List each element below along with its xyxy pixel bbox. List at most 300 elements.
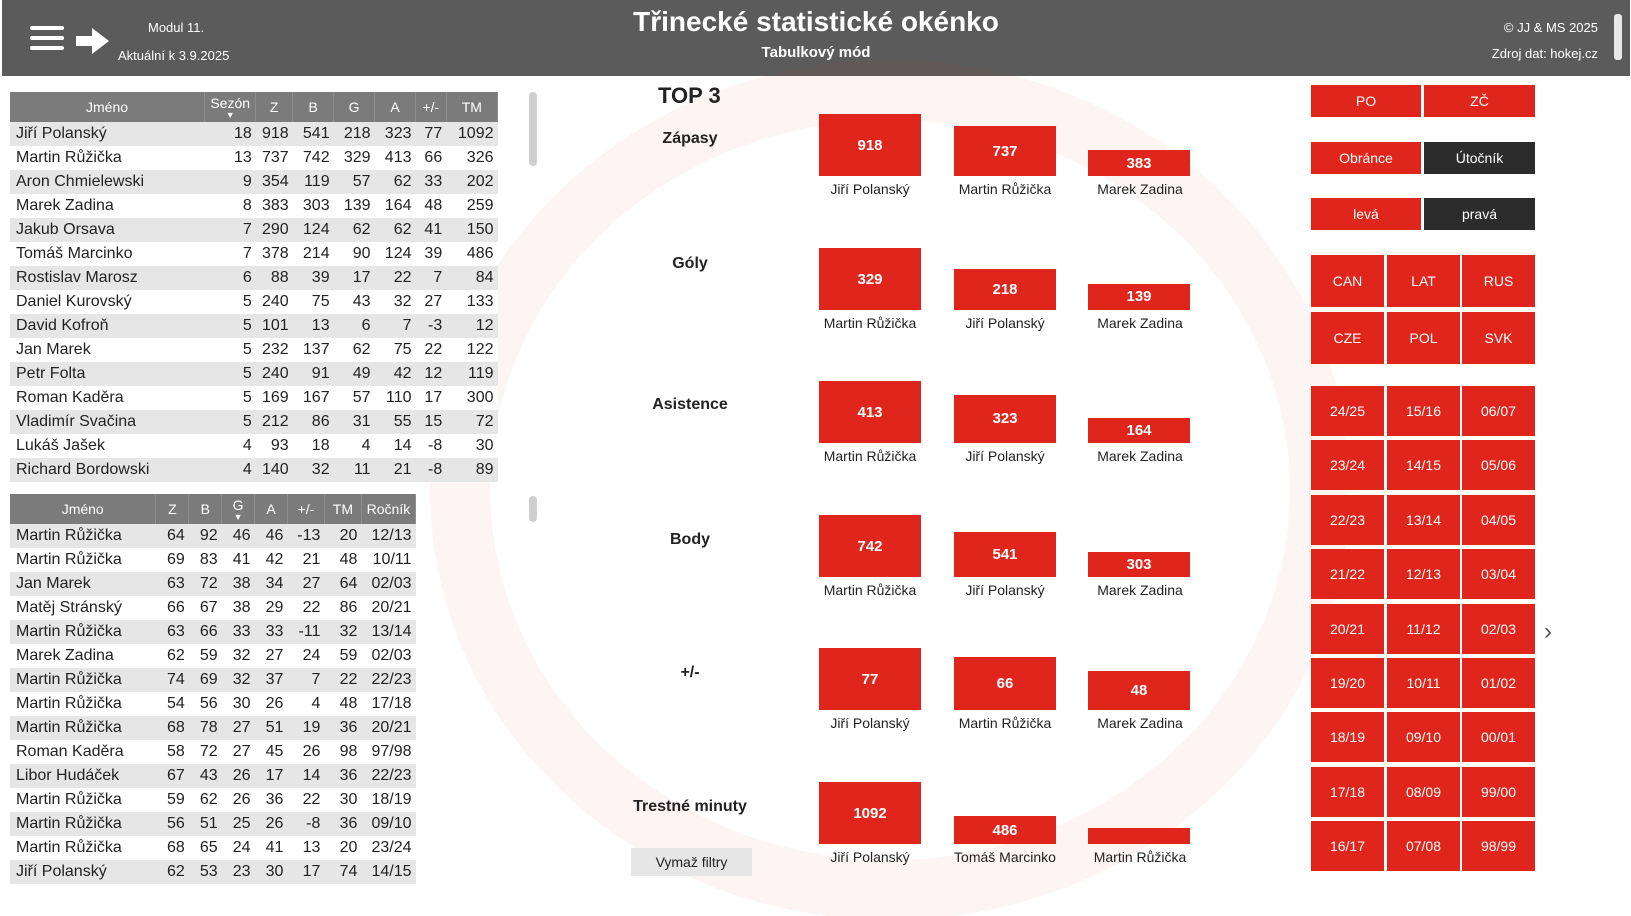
filter-season-button[interactable]: 17/18 [1311, 767, 1384, 817]
stat-cell: 91 [293, 362, 334, 386]
table-row[interactable] [10, 836, 416, 860]
filter-nation-button[interactable]: RUS [1462, 255, 1535, 307]
player-name-cell: Petr Folta [10, 362, 205, 386]
player-name-cell: Lukáš Jašek [10, 434, 205, 458]
filter-season-button[interactable]: 11/12 [1387, 604, 1460, 654]
top3-player-name: Jiří Polanský [965, 448, 1045, 464]
stat-cell: 72 [446, 410, 497, 434]
table-row[interactable] [10, 788, 416, 812]
top3-bar[interactable]: 323 [954, 395, 1056, 443]
top3-category-label: Trestné minuty [633, 798, 747, 815]
stat-cell: 48 [324, 692, 361, 716]
stat-cell: 26 [222, 788, 255, 812]
stat-cell: 4 [287, 692, 324, 716]
column-header[interactable]: B [293, 92, 334, 122]
column-header[interactable]: +/- [416, 92, 447, 122]
stat-cell: 36 [324, 764, 361, 788]
table-row[interactable] [10, 572, 416, 596]
table-row[interactable] [10, 548, 416, 572]
top3-player-name: Marek Zadina [1097, 181, 1183, 197]
stat-cell: 20/21 [361, 716, 415, 740]
stat-cell: 09/10 [361, 812, 415, 836]
stat-cell: 21 [375, 458, 416, 482]
stat-cell: 14 [287, 764, 324, 788]
player-name-cell: Martin Růžička [10, 668, 156, 692]
stat-cell: 26 [222, 764, 255, 788]
player-name-cell: Jakub Orsava [10, 218, 205, 242]
stat-cell: 45 [255, 740, 288, 764]
career-table-scrollbar[interactable] [529, 92, 537, 166]
stat-cell: -8 [416, 434, 447, 458]
filter-forward-button[interactable]: Útočník [1424, 142, 1535, 174]
stat-cell: 37 [255, 668, 288, 692]
stat-cell: 63 [156, 572, 189, 596]
table-row[interactable] [10, 716, 416, 740]
stat-cell: 8 [205, 194, 256, 218]
stat-cell: 214 [293, 242, 334, 266]
stat-cell: 27 [416, 290, 447, 314]
stat-cell: 33 [255, 620, 288, 644]
stat-cell: 12 [446, 314, 497, 338]
stat-cell: 27 [222, 740, 255, 764]
stat-cell: 78 [189, 716, 222, 740]
player-name-cell: David Kofroň [10, 314, 205, 338]
stat-cell: 62 [375, 218, 416, 242]
top3-player-name: Martin Růžička [958, 715, 1052, 731]
stat-cell: 300 [446, 386, 497, 410]
stat-cell: 86 [293, 410, 334, 434]
table-row[interactable] [10, 242, 498, 266]
stat-cell: 32 [375, 290, 416, 314]
stat-cell: 22 [375, 266, 416, 290]
filter-nation-button[interactable]: LAT [1387, 255, 1460, 307]
data-source: Zdroj dat: hokej.cz [1491, 46, 1598, 61]
filter-season-button[interactable]: 14/15 [1387, 440, 1460, 490]
filter-season-button[interactable]: 19/20 [1311, 658, 1384, 708]
column-header[interactable]: TM [324, 494, 361, 524]
stat-cell: 23/24 [361, 836, 415, 860]
stat-cell: 218 [334, 122, 375, 146]
top3-bar[interactable]: 1092 [819, 782, 921, 844]
table-row[interactable] [10, 194, 498, 218]
stat-cell: 38 [222, 572, 255, 596]
table-row[interactable] [10, 386, 498, 410]
top3-bar[interactable]: 737 [954, 126, 1056, 176]
stat-cell: 7 [375, 314, 416, 338]
stat-cell: 742 [293, 146, 334, 170]
filter-season-button[interactable]: 24/25 [1311, 386, 1384, 436]
stat-cell: 240 [256, 362, 293, 386]
page-subtitle: Tabulkový mód [761, 44, 871, 61]
stat-cell: 167 [293, 386, 334, 410]
top3-player-name: Martin Růžička [823, 448, 917, 464]
table-row[interactable] [10, 596, 416, 620]
stat-cell: 20/21 [361, 596, 415, 620]
stat-cell: 34 [255, 572, 288, 596]
top3-player-name: Marek Zadina [1097, 315, 1183, 331]
top3-category-label: +/- [680, 664, 700, 681]
sort-desc-icon: ▼ [225, 110, 235, 120]
stat-cell: 59 [189, 644, 222, 668]
stat-cell: 41 [416, 218, 447, 242]
table-row[interactable] [10, 434, 498, 458]
stat-cell: 26 [255, 692, 288, 716]
stat-cell: 68 [156, 716, 189, 740]
stat-cell: 62 [375, 170, 416, 194]
table-row[interactable] [10, 146, 498, 170]
stat-cell: 64 [324, 572, 361, 596]
top3-bar[interactable] [1088, 828, 1190, 844]
stat-cell: 59 [324, 644, 361, 668]
stat-cell: 46 [222, 524, 255, 548]
stat-cell: 62 [156, 860, 189, 884]
stat-cell: 17 [255, 764, 288, 788]
stat-cell: 22 [416, 338, 447, 362]
filter-season-button[interactable]: 23/24 [1311, 440, 1384, 490]
top3-player-name: Jiří Polanský [965, 582, 1045, 598]
player-name-cell: Martin Růžička [10, 812, 156, 836]
column-header[interactable]: B [189, 494, 222, 524]
stat-cell: 486 [446, 242, 497, 266]
player-name-cell: Martin Růžička [10, 692, 156, 716]
stat-cell: 56 [189, 692, 222, 716]
stat-cell: 101 [256, 314, 293, 338]
filter-season-button[interactable]: 22/23 [1311, 495, 1384, 545]
top3-bar[interactable]: 164 [1088, 418, 1190, 443]
stat-cell: 7 [287, 668, 324, 692]
stat-cell: 22/23 [361, 764, 415, 788]
stat-cell: 329 [334, 146, 375, 170]
stat-cell: 4 [205, 458, 256, 482]
stat-cell: 39 [293, 266, 334, 290]
stat-cell: 15 [416, 410, 447, 434]
filter-season-button[interactable]: 09/10 [1387, 712, 1460, 762]
stat-cell: 66 [156, 596, 189, 620]
stat-cell: 24 [287, 644, 324, 668]
stat-cell: 49 [334, 362, 375, 386]
stat-cell: 84 [446, 266, 497, 290]
stat-cell: 212 [256, 410, 293, 434]
header-scrollbar[interactable] [1614, 14, 1622, 60]
top3-bar[interactable]: 486 [954, 816, 1056, 844]
stat-cell: 66 [189, 620, 222, 644]
top3-player-name: Jiří Polanský [830, 715, 910, 731]
top3-bar[interactable]: 48 [1088, 671, 1190, 710]
stat-cell: 43 [334, 290, 375, 314]
filter-season-button[interactable]: 07/08 [1387, 821, 1460, 871]
table-row[interactable] [10, 524, 416, 548]
filter-season-button[interactable]: 10/11 [1387, 658, 1460, 708]
table-row[interactable] [10, 740, 416, 764]
column-header[interactable]: Z [256, 92, 293, 122]
top3-bar[interactable]: 742 [819, 515, 921, 577]
filter-nation-button[interactable]: CZE [1311, 312, 1384, 364]
stat-cell: 29 [255, 596, 288, 620]
stat-cell: 67 [156, 764, 189, 788]
filter-season-button[interactable]: 00/01 [1462, 712, 1535, 762]
stat-cell: 18 [293, 434, 334, 458]
table-row[interactable] [10, 338, 498, 362]
stat-cell: 290 [256, 218, 293, 242]
stat-cell: 303 [293, 194, 334, 218]
filter-season-button[interactable]: 20/21 [1311, 604, 1384, 654]
player-name-cell: Martin Růžička [10, 548, 156, 572]
column-header[interactable]: Sezón ▼ [205, 92, 256, 122]
filter-season-button[interactable]: 01/02 [1462, 658, 1535, 708]
filter-season-button[interactable]: 06/07 [1462, 386, 1535, 436]
stat-cell: 86 [324, 596, 361, 620]
filter-right-stick-button[interactable]: pravá [1424, 198, 1535, 230]
chevron-right-icon[interactable]: › [1544, 618, 1552, 645]
table-row[interactable] [10, 290, 498, 314]
stat-cell: 13/14 [361, 620, 415, 644]
table-row[interactable] [10, 362, 498, 386]
stat-cell: 13 [287, 836, 324, 860]
stat-cell: 41 [255, 836, 288, 860]
stat-cell: 42 [255, 548, 288, 572]
top3-bar[interactable]: 918 [819, 114, 921, 176]
stat-cell: 737 [256, 146, 293, 170]
copyright: © JJ & MS 2025 [1503, 20, 1598, 35]
column-header[interactable]: +/- [287, 494, 324, 524]
stat-cell: 33 [416, 170, 447, 194]
stat-cell: 12/13 [361, 524, 415, 548]
stat-cell: 64 [156, 524, 189, 548]
stat-cell: 62 [334, 338, 375, 362]
filter-left-stick-button[interactable]: levá [1311, 198, 1421, 230]
filter-season-button[interactable]: 21/22 [1311, 549, 1384, 599]
stat-cell: 326 [446, 146, 497, 170]
filter-season-button[interactable]: 04/05 [1462, 495, 1535, 545]
stat-cell: 27 [255, 644, 288, 668]
filter-season-button[interactable]: 12/13 [1387, 549, 1460, 599]
filter-po-button[interactable]: PO [1311, 85, 1421, 117]
stat-cell: 62 [334, 218, 375, 242]
player-name-cell: Martin Růžička [10, 788, 156, 812]
stat-cell: 32 [293, 458, 334, 482]
player-name-cell: Marek Zadina [10, 194, 205, 218]
player-name-cell: Richard Bordowski [10, 458, 205, 482]
stat-cell: 33 [222, 620, 255, 644]
stat-cell: 20 [324, 524, 361, 548]
top3-player-name: Martin Růžička [823, 582, 917, 598]
stat-cell: 18 [205, 122, 256, 146]
table-row[interactable] [10, 314, 498, 338]
stat-cell: 139 [334, 194, 375, 218]
stat-cell: 124 [375, 242, 416, 266]
top3-player-name: Jiří Polanský [830, 849, 910, 865]
stat-cell: 22 [287, 788, 324, 812]
top3-player-name: Martin Růžička [823, 315, 917, 331]
stat-cell: 17 [334, 266, 375, 290]
top3-bar[interactable]: 329 [819, 248, 921, 310]
stat-cell: 30 [324, 788, 361, 812]
stat-cell: 140 [256, 458, 293, 482]
column-header[interactable]: Ročník [361, 494, 415, 524]
stat-cell: 02/03 [361, 644, 415, 668]
player-name-cell: Tomáš Marcinko [10, 242, 205, 266]
filter-season-button[interactable]: 15/16 [1387, 386, 1460, 436]
top3-player-name: Jiří Polanský [965, 315, 1045, 331]
stat-cell: 74 [324, 860, 361, 884]
stat-cell: 378 [256, 242, 293, 266]
top3-category-label: Góly [672, 255, 708, 272]
stat-cell: 75 [375, 338, 416, 362]
stat-cell: 259 [446, 194, 497, 218]
table-row[interactable] [10, 812, 416, 836]
stat-cell: 48 [416, 194, 447, 218]
stat-cell: 110 [375, 386, 416, 410]
top3-player-name: Tomáš Marcinko [954, 849, 1056, 865]
module-label: Modul 11. [148, 20, 205, 35]
top3-bar[interactable]: 66 [954, 657, 1056, 710]
stat-cell: 5 [205, 338, 256, 362]
stat-cell: 59 [156, 788, 189, 812]
table-row[interactable] [10, 644, 416, 668]
stat-cell: 240 [256, 290, 293, 314]
stat-cell: 41 [222, 548, 255, 572]
player-name-cell: Daniel Kurovský [10, 290, 205, 314]
stat-cell: 5 [205, 362, 256, 386]
stat-cell: 97/98 [361, 740, 415, 764]
filter-season-button[interactable]: 18/19 [1311, 712, 1384, 762]
table-header-row [10, 494, 416, 524]
table-row[interactable] [10, 458, 498, 482]
stat-cell: 26 [287, 740, 324, 764]
stat-cell: 74 [156, 668, 189, 692]
updated-date: Aktuální k 3.9.2025 [118, 48, 230, 63]
filter-season-button[interactable]: 13/14 [1387, 495, 1460, 545]
stat-cell: 98 [324, 740, 361, 764]
player-name-cell: Roman Kaděra [10, 740, 156, 764]
filter-nation-button[interactable]: POL [1387, 312, 1460, 364]
stat-cell: 22/23 [361, 668, 415, 692]
stat-cell: 10/11 [361, 548, 415, 572]
stat-cell: 383 [256, 194, 293, 218]
column-header[interactable]: G [334, 92, 375, 122]
top3-bar[interactable]: 139 [1088, 284, 1190, 310]
filter-nation-button[interactable]: CAN [1311, 255, 1384, 307]
stat-cell: 72 [189, 572, 222, 596]
clear-filters-button[interactable]: Vymaž filtry [631, 848, 752, 876]
filter-nation-button[interactable]: SVK [1462, 312, 1535, 364]
player-name-cell: Libor Hudáček [10, 764, 156, 788]
column-header[interactable]: G ▼ [222, 494, 255, 524]
stat-cell: 25 [222, 812, 255, 836]
table-row[interactable] [10, 764, 416, 788]
top3-bar[interactable]: 77 [819, 648, 921, 710]
season-stats-table [10, 494, 416, 884]
stat-cell: 36 [324, 716, 361, 740]
top3-bar[interactable]: 413 [819, 381, 921, 443]
stat-cell: 53 [189, 860, 222, 884]
stat-cell: 93 [256, 434, 293, 458]
stat-cell: 150 [446, 218, 497, 242]
filter-season-button[interactable]: 05/06 [1462, 440, 1535, 490]
stat-cell: 65 [189, 836, 222, 860]
stat-cell: 92 [189, 524, 222, 548]
stat-cell: -8 [416, 458, 447, 482]
filter-season-button[interactable]: 99/00 [1462, 767, 1535, 817]
top3-bar[interactable]: 541 [954, 532, 1056, 577]
table-row[interactable] [10, 620, 416, 644]
filter-zc-button[interactable]: ZČ [1424, 85, 1535, 117]
stat-cell: 5 [205, 410, 256, 434]
stat-cell: 68 [156, 836, 189, 860]
stat-cell: 02/03 [361, 572, 415, 596]
filter-defender-button[interactable]: Obránce [1311, 142, 1421, 174]
stat-cell: 24 [222, 836, 255, 860]
top3-category-label: Asistence [652, 396, 728, 413]
stat-cell: 17 [287, 860, 324, 884]
top3-bar[interactable]: 303 [1088, 552, 1190, 577]
stat-cell: 541 [293, 122, 334, 146]
stat-cell: 67 [189, 596, 222, 620]
table-row[interactable] [10, 692, 416, 716]
stat-cell: 58 [156, 740, 189, 764]
stat-cell: 51 [255, 716, 288, 740]
stat-cell: 27 [222, 716, 255, 740]
stat-cell: 89 [446, 458, 497, 482]
stat-cell: 57 [334, 170, 375, 194]
stat-cell: 14/15 [361, 860, 415, 884]
filter-season-button[interactable]: 03/04 [1462, 549, 1535, 599]
stat-cell: 36 [255, 788, 288, 812]
stat-cell: 77 [416, 122, 447, 146]
table-row[interactable] [10, 410, 498, 434]
stat-cell: 124 [293, 218, 334, 242]
filter-season-button[interactable]: 16/17 [1311, 821, 1384, 871]
player-name-cell: Matěj Stránský [10, 596, 156, 620]
top3-bar[interactable]: 383 [1088, 150, 1190, 176]
stat-cell: 232 [256, 338, 293, 362]
stat-cell: 354 [256, 170, 293, 194]
column-header[interactable]: A [255, 494, 288, 524]
table-row[interactable] [10, 266, 498, 290]
table-row[interactable] [10, 218, 498, 242]
stat-cell: 30 [446, 434, 497, 458]
stat-cell: 18/19 [361, 788, 415, 812]
table-row[interactable] [10, 122, 498, 146]
top3-category-label: Body [670, 531, 710, 548]
player-name-cell: Martin Růžička [10, 524, 156, 548]
stat-cell: 43 [189, 764, 222, 788]
stat-cell: 5 [205, 314, 256, 338]
stat-cell: 38 [222, 596, 255, 620]
career-stats-table [10, 92, 498, 482]
stat-cell: 202 [446, 170, 497, 194]
filter-season-button[interactable]: 02/03 [1462, 604, 1535, 654]
top3-bar[interactable]: 218 [954, 269, 1056, 310]
column-header[interactable]: Jméno [10, 494, 156, 524]
column-header[interactable]: TM [446, 92, 497, 122]
stat-cell: 119 [446, 362, 497, 386]
stat-cell: 9 [205, 170, 256, 194]
filter-season-button[interactable]: 98/99 [1462, 821, 1535, 871]
filter-season-button[interactable]: 08/09 [1387, 767, 1460, 817]
season-table-scrollbar[interactable] [529, 496, 537, 522]
column-header[interactable]: A [375, 92, 416, 122]
column-header[interactable]: Jméno [10, 92, 205, 122]
stat-cell: -8 [287, 812, 324, 836]
table-row[interactable] [10, 860, 416, 884]
table-row[interactable] [10, 668, 416, 692]
stat-cell: 69 [189, 668, 222, 692]
column-header[interactable]: Z [156, 494, 189, 524]
stat-cell: 7 [205, 218, 256, 242]
table-row[interactable] [10, 170, 498, 194]
stat-cell: 21 [287, 548, 324, 572]
